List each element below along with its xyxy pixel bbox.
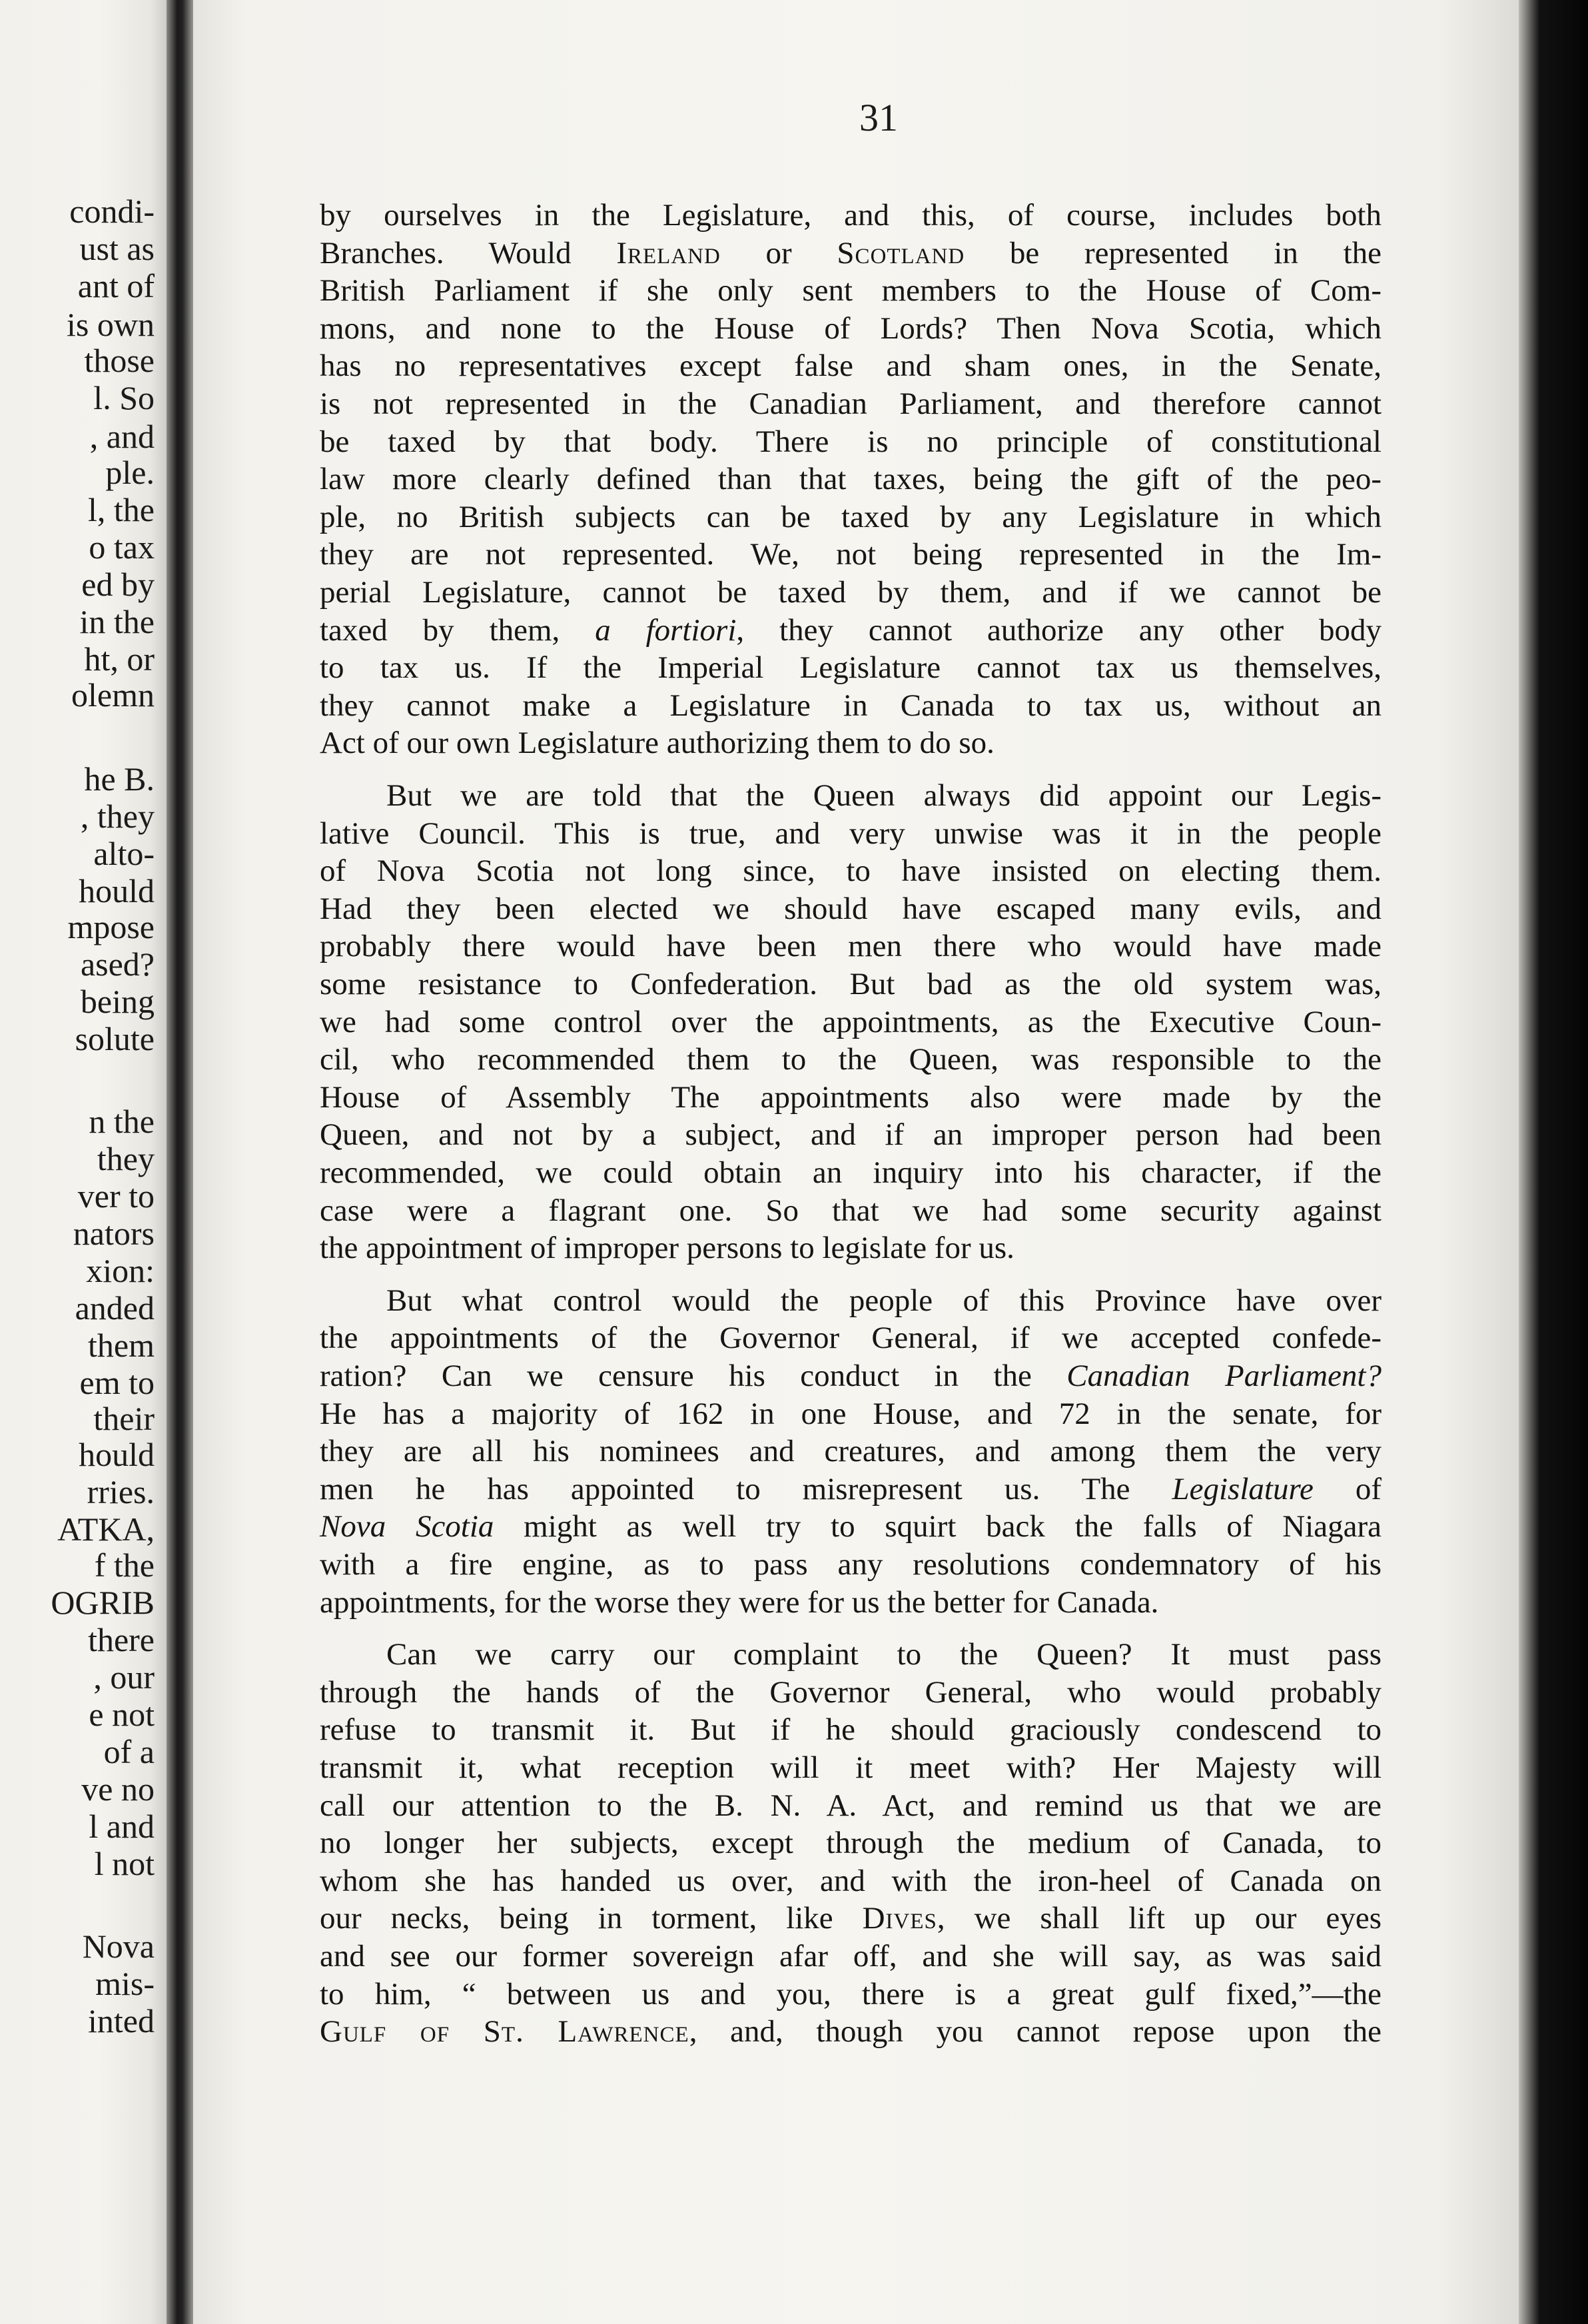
left-page-fragment: those [84,342,155,379]
text-line: refuse to transmit it. But if he should graciously condescend to [320,1712,1382,1748]
italic-run: a fortiori [595,612,737,648]
text-line: cil, who recommended them to the Queen, was responsible to the [320,1042,1382,1077]
text-line: ple, no British subjects can be taxed by any Legislature in which [320,499,1382,534]
text-run: , and, though you cannot repose upon the [689,2014,1382,2049]
text-run: Branches. Would [320,235,617,271]
text-line: probably there would have been men there who would have made [320,929,1382,964]
text-line [320,1471,1382,1506]
text-line: they cannot make a Legislature in Canada to tax us, without an [320,688,1382,723]
left-page-fragment: them [88,1327,155,1364]
text-line [320,2016,1382,2047]
left-page-fragment: hould [79,872,155,909]
text-line: and see our former sovereign afar off, and she will say, as was said [320,1939,1382,1974]
text-line: is not represented in the Canadian Parliament, and therefore cannot [320,386,1382,421]
left-page-fragment: l. So [93,379,155,416]
small-caps-run: Ireland [616,235,721,271]
left-page-fragment: l, the [88,491,155,528]
text-line: law more clearly defined than that taxes, being the gift of the peo- [320,462,1382,497]
text-line: call our attention to the B. N. A. Act, and remind us that we are [320,1788,1382,1823]
text-line: whom she has handed us over, and with the iron-heel of Canada on [320,1863,1382,1898]
text-line: through the hands of the Governor General, who would probably [320,1674,1382,1710]
left-page-fragment: nators [73,1215,155,1252]
left-page-fragment: mpose [67,908,155,945]
small-caps-run: Dives [862,1901,937,1936]
left-page-fragment: anded [75,1289,155,1327]
left-page-fragment: ant of [77,267,155,304]
text-line: Queen, and not by a subject, and if an improper person had been [320,1117,1382,1153]
text-line [320,235,1382,271]
left-page-fragment: is own [67,306,155,343]
left-page-fragment: l and [89,1808,155,1845]
text-line: of Nova Scotia not long since, to have insisted on electing them. [320,854,1382,889]
text-line [320,1903,1382,1934]
left-page-fragment: n the [89,1103,155,1140]
left-page-fragment: ple. [105,454,155,491]
book-gutter [167,0,193,2324]
text-line: to tax us. If the Imperial Legislature cannot tax us themselves, [320,650,1382,686]
text-run: taxed by them, [320,612,596,648]
left-page-fragment: condi- [69,193,155,230]
text-run: might as well try to squirt back the falls of Niagara [494,1509,1382,1544]
text-line: we had some control over the appointments, as the Executive Coun- [320,1004,1382,1039]
left-page-fragment: they [97,1140,155,1177]
text-run: , we shall lift up our eyes [937,1901,1382,1936]
text-line: mons, and none to the House of Lords? Then Nova Scotia, which [320,310,1382,346]
left-page-fragment: being [80,983,155,1020]
text-line: they are all his nominees and creatures, and among them the very [320,1434,1382,1469]
previous-page-fragment [0,0,167,2324]
left-page-fragment: ver to [77,1177,155,1215]
text-run: , they cannot authorize any other body [736,612,1382,648]
text-line: Act of our own Legislature authorizing them to do so. [320,726,994,761]
text-line: by ourselves in the Legislature, and this, of course, includes both [320,198,1382,233]
text-line [320,1361,1382,1392]
left-page-fragment: xion: [86,1252,155,1289]
left-page-fragment: ased? [80,945,155,983]
text-line: He has a majority of 162 in one House, and 72 in the senate, for [320,1396,1382,1431]
italic-run: Canadian Parliament? [1066,1359,1382,1393]
left-page-fragment: em to [79,1364,155,1401]
text-line: House of Assembly The appointments also were made by the [320,1079,1382,1115]
left-page-fragment: alto- [93,835,155,872]
text-run: of [1313,1471,1382,1506]
left-page-fragment: solute [75,1020,155,1057]
text-line: Can we carry our complaint to the Queen? It must pass [386,1637,1382,1672]
left-page-fragment: inted [88,2002,155,2039]
left-page-fragment: of a [103,1733,155,1770]
left-page-fragment: olemn [71,676,155,714]
text-line: has no representatives except false and sham ones, in the Senate, [320,348,1382,384]
text-run: men he has appointed to misrepresent us. The [320,1471,1172,1506]
small-caps-run: Scotland [837,235,965,271]
text-line: Had they been elected we should have escaped many evils, and [320,891,1382,926]
left-page-fragment: ATKA, [57,1510,155,1548]
text-line: some resistance to Confederation. But bad as the old system was, [320,967,1382,1001]
left-page-fragment: rries. [87,1473,155,1510]
italic-run: Legislature [1172,1471,1314,1506]
text-line: transmit it, what reception will it meet with? Her Majesty will [320,1750,1382,1785]
text-run: ration? Can we censure his conduct in the [320,1359,1067,1393]
text-line: they are not represented. We, not being represented in the Im- [320,537,1382,572]
text-run: our necks, being in torment, like [320,1901,863,1936]
page-number: 31 [859,96,898,139]
left-page-fragment: their [93,1400,155,1437]
text-line: perial Legislature, cannot be taxed by them, and if we cannot be [320,575,1382,610]
left-page-fragment: Nova [82,1928,155,1965]
text-line: with a fire engine, as to pass any resolutions condemnatory of his [320,1547,1382,1582]
left-page-fragment: mis- [95,1965,155,2002]
text-line: appointments, for the worse they were for us the better for Canada. [320,1584,1159,1620]
text-run: or [720,235,837,271]
text-line: no longer her subjects, except through the medium of Canada, to [320,1826,1382,1861]
left-page-fragment: l not [94,1845,155,1882]
left-page-fragment: , they [80,798,155,835]
left-page-fragment: he B. [84,760,155,798]
text-line: lative Council. This is true, and very unwise was it in the people [320,816,1382,851]
left-page-fragment: ust as [79,230,155,267]
text-run: be represented in the [965,235,1382,271]
left-page-fragment: ht, or [84,640,155,678]
text-line [320,612,1382,648]
text-line: But we are told that the Queen always did appoint our Legis- [386,778,1382,813]
text-line: be taxed by that body. There is no principle of constitutional [320,424,1382,459]
left-page-fragment: o tax [89,528,155,566]
left-page-fragment: OGRIB [51,1584,155,1621]
text-line: to him, “ between us and you, there is a great gulf fixed,”—the [320,1976,1382,2012]
text-line: recommended, we could obtain an inquiry into his character, if the [320,1155,1382,1190]
text-line: the appointments of the Governor General, if we accepted confede- [320,1321,1382,1356]
left-page-fragment: ed by [81,566,155,603]
left-page-fragment: , our [93,1658,155,1696]
left-page-fragment: ve no [81,1770,155,1808]
italic-run: Nova Scotia [320,1509,494,1544]
left-page-fragment: there [88,1621,155,1658]
left-page-fragment: in the [79,603,155,640]
left-page-fragment: e not [89,1696,155,1733]
text-line: British Parliament if she only sent members to the House of Com- [320,273,1382,308]
left-page-fragment: f the [94,1546,155,1584]
page-edge [1519,0,1588,2324]
text-line [320,1511,1382,1542]
text-line: case were a flagrant one. So that we had some security against [320,1193,1382,1228]
text-line: the appointment of improper persons to legislate for us. [320,1231,1014,1266]
small-caps-run: Gulf of St. Lawrence [320,2014,689,2049]
left-page-fragment: , and [89,418,155,455]
left-page-fragment: hould [79,1436,155,1473]
text-line: But what control would the people of this Province have over [386,1283,1382,1318]
